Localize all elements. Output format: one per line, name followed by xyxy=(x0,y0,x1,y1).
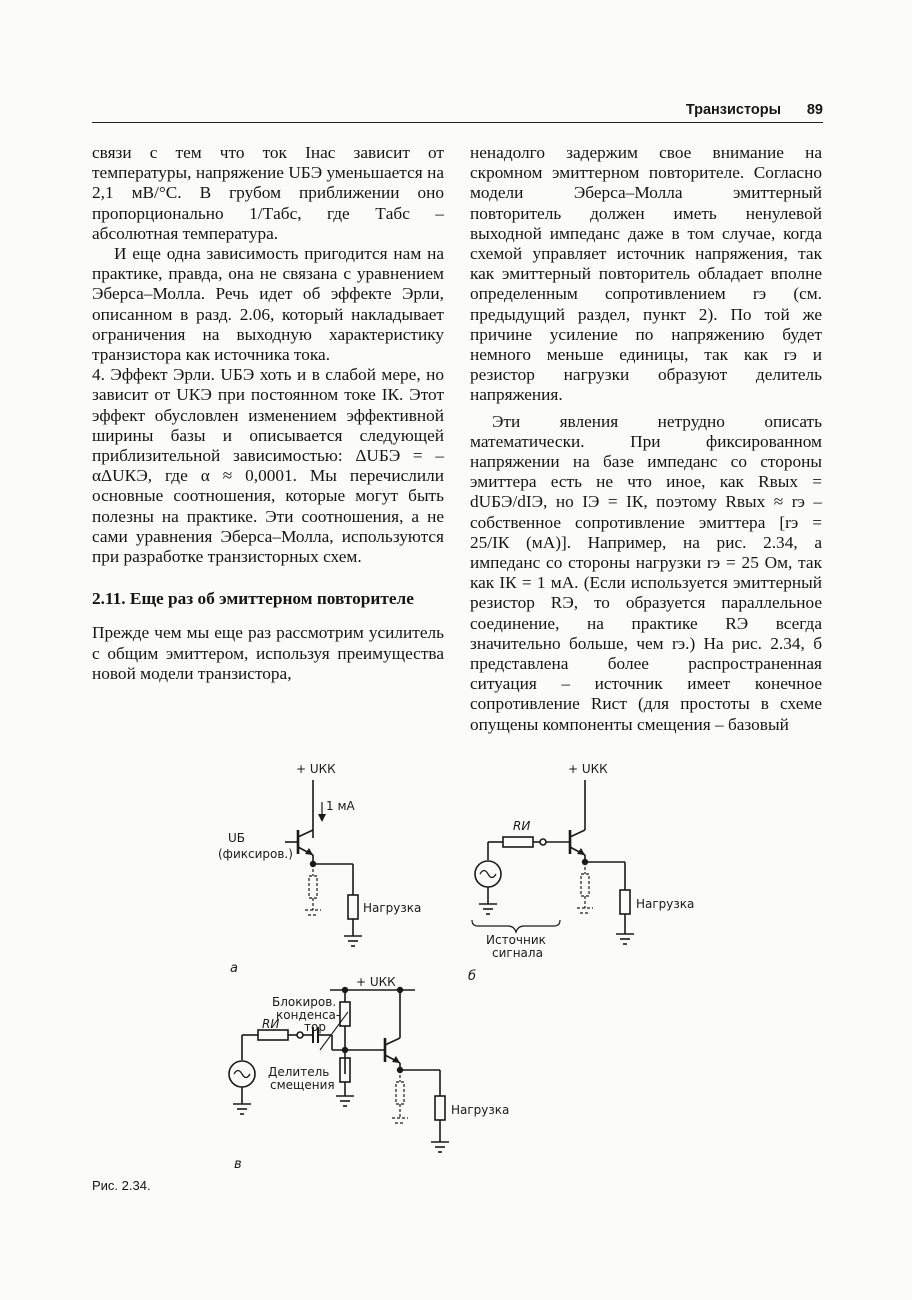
circuit-a xyxy=(218,762,421,976)
circuit-c-source-resistor xyxy=(258,1030,288,1040)
page-number: 89 xyxy=(806,102,823,118)
circuit-a-current: 1 мА xyxy=(326,799,355,813)
circuit-a-load-resistor xyxy=(348,895,358,919)
figure-caption: Рис. 2.34. xyxy=(92,1178,151,1193)
circuit-b-supply: + UКК xyxy=(568,762,608,776)
circuit-a-supply: + UКК xyxy=(296,762,336,776)
circuit-a-base-note: (фиксиров.) xyxy=(218,847,293,861)
paragraph: И еще одна зависимость пригодится нам на практике, правда, она не связана с уравнением Эберса–Молла. Речь идет об эффекте Эрли, описанном в разд. 2.06, который накладывает ограничения на выходную характеристику транзистора как источника тока. xyxy=(92,244,444,365)
circuit-c-cap-label-3: тор xyxy=(304,1020,326,1034)
circuit-c-supply: + UКК xyxy=(356,975,396,989)
circuit-c-divider-label-2: смещения xyxy=(270,1078,335,1092)
circuit-c-divider-top xyxy=(340,1002,350,1026)
section-heading: 2.11. Еще раз об эмиттерном повторителе xyxy=(92,589,414,609)
circuit-diagrams xyxy=(200,758,760,1178)
circuit-b xyxy=(468,762,694,984)
circuit-b-load-resistor xyxy=(620,890,630,914)
circuit-a-tag: а xyxy=(230,961,238,976)
circuit-b-rsource-label: RИ xyxy=(513,819,531,833)
circuit-a-load-label: Нагрузка xyxy=(363,901,422,915)
circuit-c xyxy=(229,975,509,1172)
circuit-c-divider-label-1: Делитель xyxy=(268,1065,330,1079)
running-head-title: Транзисторы xyxy=(685,102,781,118)
figure-2-34 xyxy=(200,758,760,1178)
circuit-c-rsource-label: RИ xyxy=(262,1017,280,1031)
circuit-b-source-resistor xyxy=(503,837,533,847)
circuit-c-tag: в xyxy=(234,1157,242,1172)
right-column xyxy=(470,143,822,735)
circuit-b-source-label-2: сигнала xyxy=(492,946,543,960)
paragraph: Эти явления нетрудно описать математически. При фиксированном напряжении на базе импеданс со стороны эмиттера есть не что иное, как Rвых = dUБЭ/dIЭ, но IЭ = IК, поэтому Rвых ≈ rэ – собственное сопротивление эмиттера [rэ = 25/IК (мА)]. Например, на рис. 2.34, а импеданс со стороны нагрузки rэ = 25 Ом, так как IК = 1 мА. (Если используется эмиттерный резистор RЭ, то образуется параллельное соединение, на практике RЭ всегда значительно больше, чем rэ.) На рис. 2.34, б представлена более распространенная ситуация – источник имеет конечное сопротивление Rист (для простоты в схеме опущены компоненты смещения – базовый xyxy=(470,411,822,734)
circuit-c-load-resistor xyxy=(435,1096,445,1120)
circuit-b-source-label-1: Источник xyxy=(486,933,546,947)
circuit-a-base-label: UБ xyxy=(228,831,246,845)
circuit-c-cap-label-1: Блокиров. xyxy=(272,995,337,1009)
paragraph: 4. Эффект Эрли. UБЭ хоть и в слабой мере, но зависит от UКЭ при постоянном токе IК. Этот эффект обусловлен изменением эффективной ширины базы и описывается следующей приблизительной зависимостью: ΔUБЭ = –αΔUКЭ, где α ≈ 0,0001. Мы перечислили основные соотношения, которые могут быть полезны на практике. Эти соотношения, а не сами уравнения Эберса–Молла, используются при разработке транзисторных схем. xyxy=(92,365,444,567)
circuit-b-tag: б xyxy=(468,969,477,984)
paragraph: связи с тем что ток Iнас зависит от температуры, напряжение UБЭ уменьшается на 2,1 мВ/°С. В грубом приближении оно пропорционально 1/Tабс, где Tабс – абсолютная температура. xyxy=(92,143,444,243)
circuit-c-cap-label-2: конденса- xyxy=(276,1008,341,1022)
running-head xyxy=(92,100,823,123)
paragraph: ненадолго задержим свое внимание на скромном эмиттерном повторителе. Согласно модели Эберса–Молла эмиттерный повторитель должен иметь ненулевой выходной импеданс даже в том случае, когда схемой управляет источник напряжения, так как эмиттерный повторитель обладает вполне определенным сопротивлением rэ (см. предыдущий раздел, пункт 2). По той же причине усиление по напряжению будет немного меньше единицы, так как rэ и резистор нагрузки образуют делитель напряжения. xyxy=(470,143,822,405)
paragraph: Прежде чем мы еще раз рассмотрим усилитель с общим эмиттером, используя преимущества новой модели транзистора, xyxy=(92,623,444,683)
circuit-b-load-label: Нагрузка xyxy=(636,897,695,911)
left-column xyxy=(92,143,444,684)
circuit-c-load-label: Нагрузка xyxy=(451,1103,510,1117)
